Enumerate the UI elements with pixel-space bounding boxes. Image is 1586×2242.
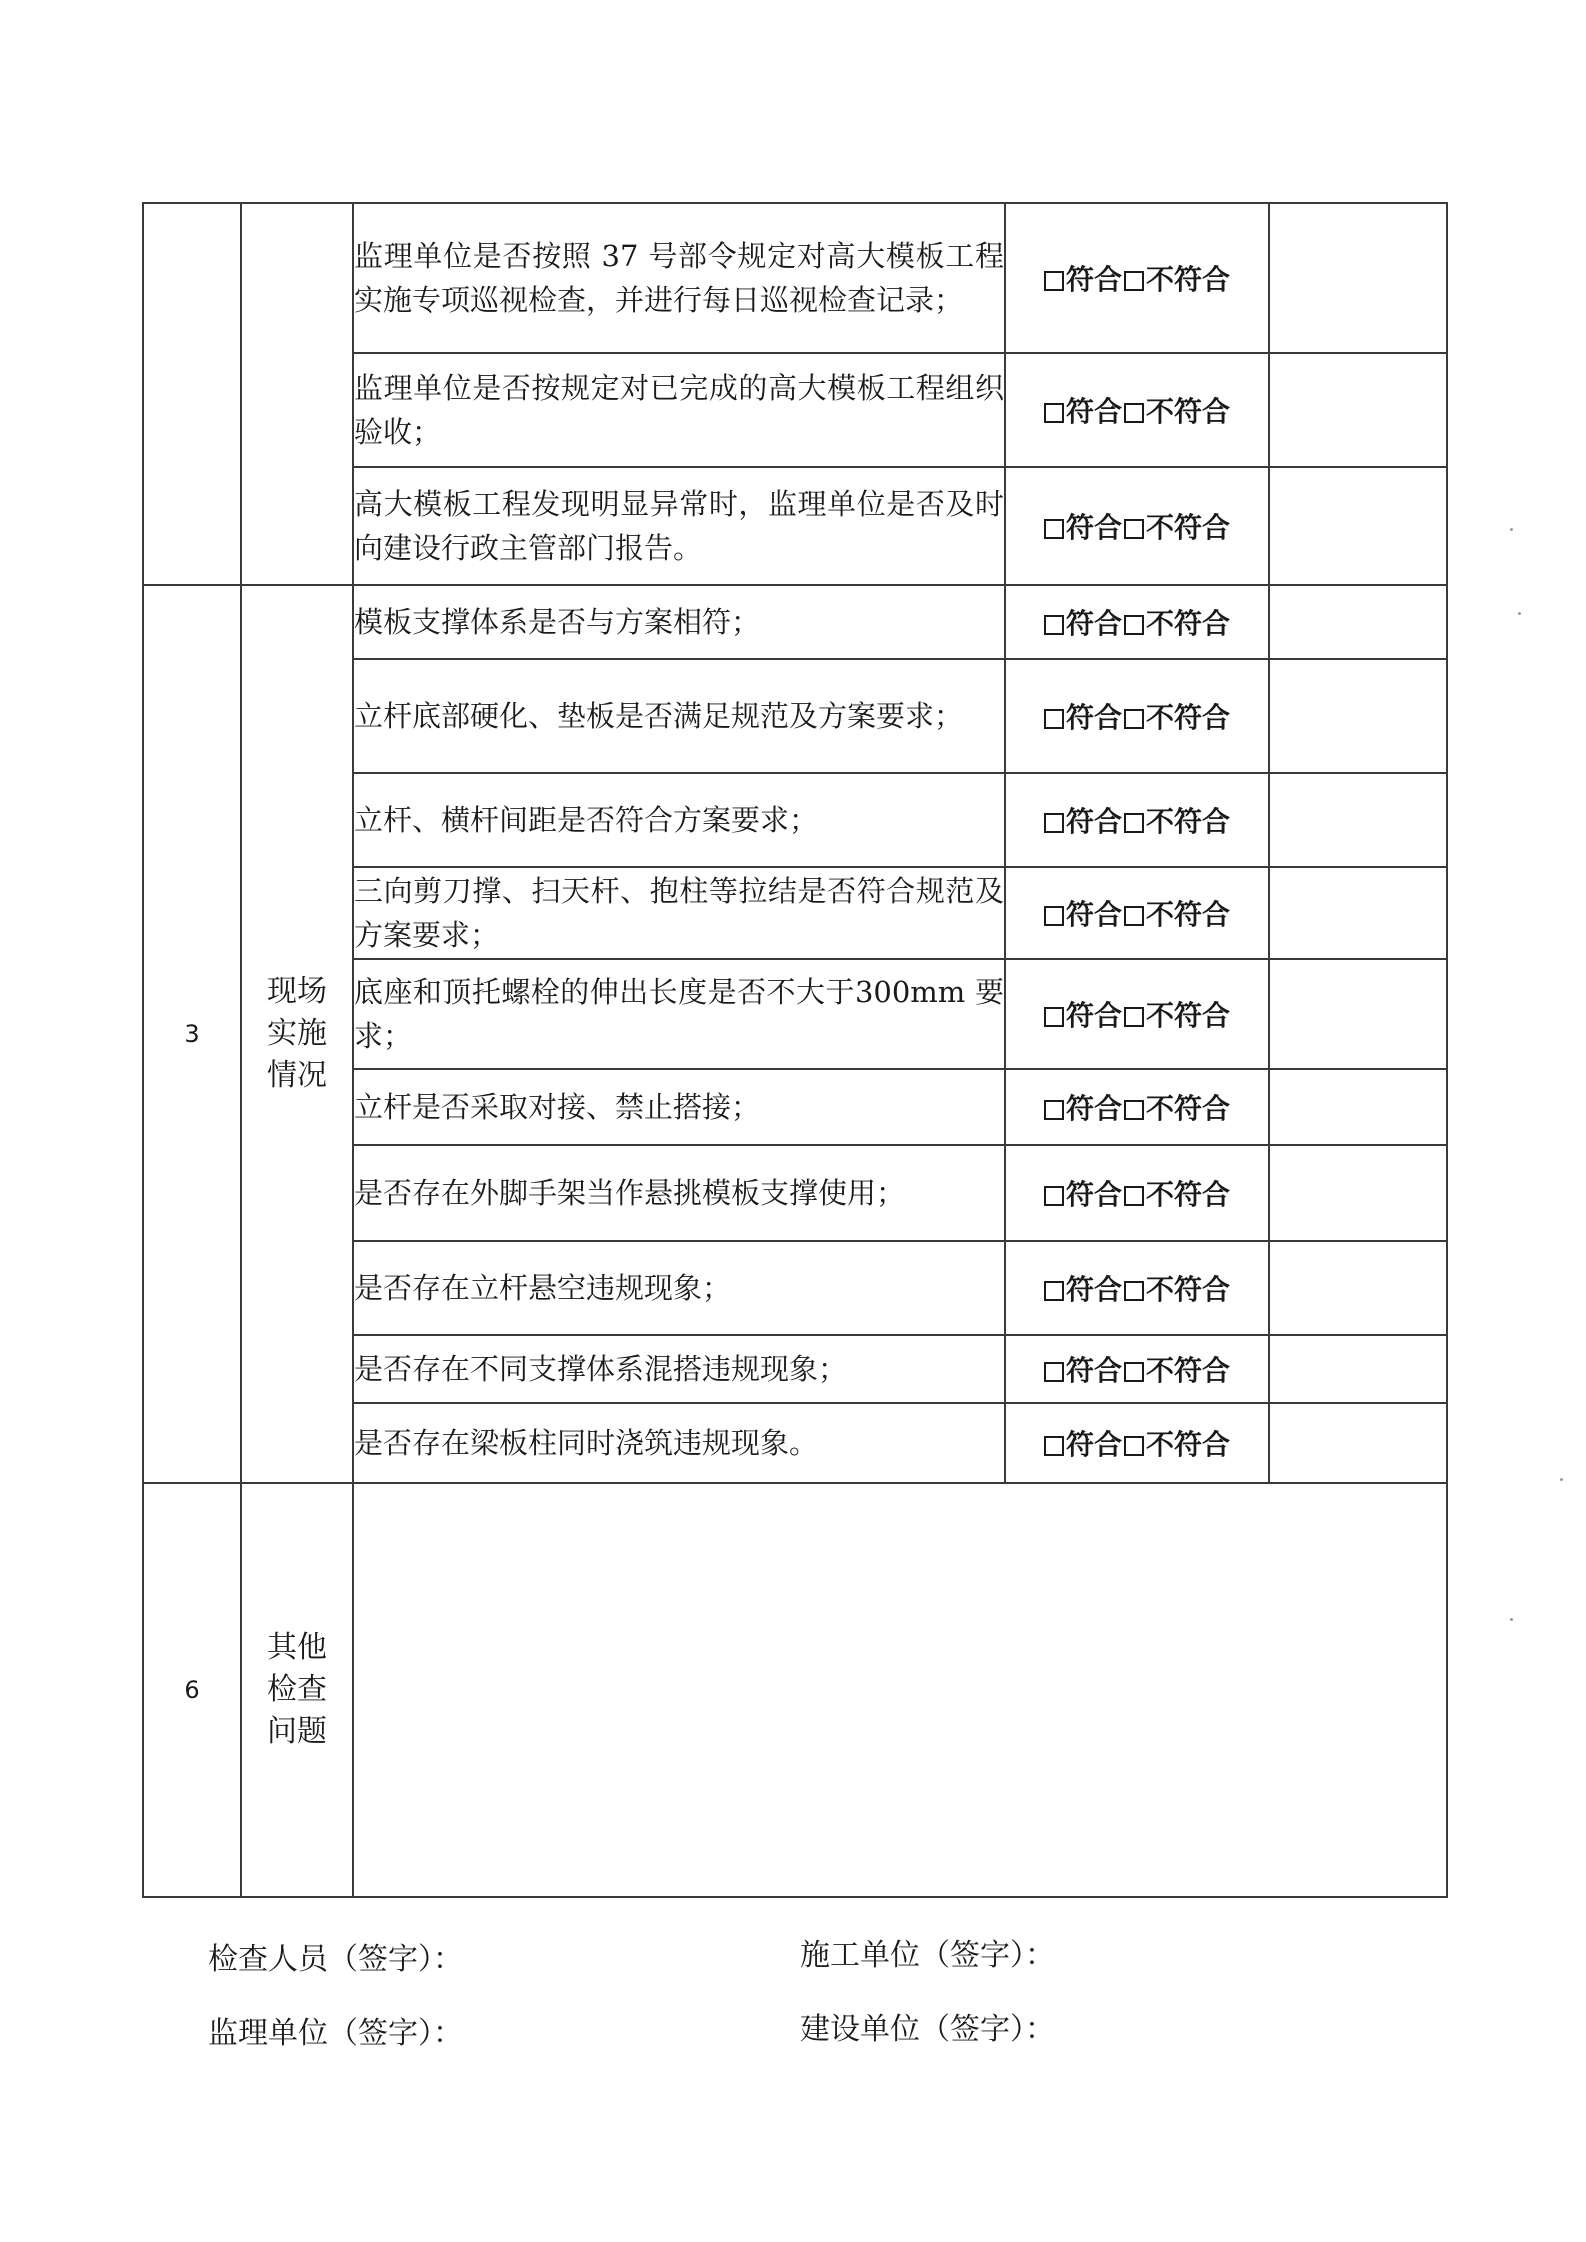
checkbox-nonconform[interactable] — [1124, 709, 1144, 729]
result-cell — [1005, 659, 1269, 773]
remark-cell[interactable] — [1269, 353, 1447, 467]
checkbox-nonconform[interactable] — [1124, 813, 1144, 833]
option-nonconform-label: 不符合 — [1146, 898, 1231, 931]
check-item: 是否存在不同支撑体系混搭违规现象； — [353, 1335, 1005, 1403]
supervision-unit-signature-label: 监理单位（签字）： — [208, 2016, 463, 2051]
checkbox-conform[interactable] — [1044, 615, 1064, 635]
check-item: 模板支撑体系是否与方案相符； — [353, 585, 1005, 659]
section-category: 其他检查问题 — [241, 1483, 353, 1897]
checkbox-conform[interactable] — [1044, 1281, 1064, 1301]
remark-cell[interactable] — [1269, 1403, 1447, 1483]
row-number-cell — [143, 203, 241, 585]
option-nonconform-label: 不符合 — [1146, 1092, 1231, 1125]
option-nonconform-label: 不符合 — [1146, 701, 1231, 734]
checkbox-nonconform[interactable] — [1124, 271, 1144, 291]
checkbox-nonconform[interactable] — [1124, 1100, 1144, 1120]
result-cell — [1005, 1403, 1269, 1483]
option-nonconform-label: 不符合 — [1146, 263, 1231, 296]
option-conform-label: 符合 — [1065, 511, 1122, 544]
option-nonconform-label: 不符合 — [1146, 999, 1231, 1032]
result-cell — [1005, 773, 1269, 867]
remark-cell[interactable] — [1269, 773, 1447, 867]
remark-cell[interactable] — [1269, 1145, 1447, 1241]
owner-unit-signature-label: 建设单位（签字）： — [800, 2012, 1055, 2047]
result-cell — [1005, 1335, 1269, 1403]
option-conform-label: 符合 — [1065, 1354, 1122, 1387]
option-conform-label: 符合 — [1065, 805, 1122, 838]
option-conform-label: 符合 — [1065, 607, 1122, 640]
remark-cell[interactable] — [1269, 203, 1447, 353]
result-cell — [1005, 959, 1269, 1069]
checkbox-nonconform[interactable] — [1124, 1362, 1144, 1382]
checkbox-conform[interactable] — [1044, 1362, 1064, 1382]
result-cell — [1005, 867, 1269, 959]
option-nonconform-label: 不符合 — [1146, 805, 1231, 838]
option-conform-label: 符合 — [1065, 395, 1122, 428]
check-item: 立杆、横杆间距是否符合方案要求； — [353, 773, 1005, 867]
section-number: 6 — [143, 1483, 241, 1897]
option-nonconform-label: 不符合 — [1146, 1273, 1231, 1306]
scan-speck — [1518, 612, 1521, 615]
check-item: 是否存在外脚手架当作悬挑模板支撑使用； — [353, 1145, 1005, 1241]
table-row — [143, 585, 1447, 659]
option-nonconform-label: 不符合 — [1146, 511, 1231, 544]
table-row — [143, 203, 1447, 353]
checkbox-conform[interactable] — [1044, 1007, 1064, 1027]
remark-cell[interactable] — [1269, 659, 1447, 773]
result-cell — [1005, 585, 1269, 659]
option-nonconform-label: 不符合 — [1146, 1428, 1231, 1461]
option-conform-label: 符合 — [1065, 999, 1122, 1032]
option-nonconform-label: 不符合 — [1146, 607, 1231, 640]
checkbox-nonconform[interactable] — [1124, 615, 1144, 635]
scan-speck — [1510, 528, 1513, 531]
category-cell — [241, 203, 353, 585]
check-item: 立杆底部硬化、垫板是否满足规范及方案要求； — [353, 659, 1005, 773]
check-item: 底座和顶托螺栓的伸出长度是否不大于300mm 要求； — [353, 959, 1005, 1069]
checkbox-conform[interactable] — [1044, 1186, 1064, 1206]
option-conform-label: 符合 — [1065, 263, 1122, 296]
table-row — [143, 1483, 1447, 1897]
remark-cell[interactable] — [1269, 959, 1447, 1069]
checkbox-conform[interactable] — [1044, 519, 1064, 539]
checkbox-nonconform[interactable] — [1124, 403, 1144, 423]
result-cell — [1005, 203, 1269, 353]
checkbox-conform[interactable] — [1044, 403, 1064, 423]
checkbox-conform[interactable] — [1044, 271, 1064, 291]
option-conform-label: 符合 — [1065, 1428, 1122, 1461]
scan-speck — [1510, 1618, 1513, 1621]
checkbox-conform[interactable] — [1044, 813, 1064, 833]
section-category: 现场实施情况 — [241, 585, 353, 1483]
option-nonconform-label: 不符合 — [1146, 395, 1231, 428]
result-cell — [1005, 1069, 1269, 1145]
remark-cell[interactable] — [1269, 867, 1447, 959]
checkbox-nonconform[interactable] — [1124, 1436, 1144, 1456]
checkbox-nonconform[interactable] — [1124, 1186, 1144, 1206]
option-conform-label: 符合 — [1065, 1273, 1122, 1306]
other-issues-field[interactable] — [353, 1483, 1447, 1897]
checkbox-nonconform[interactable] — [1124, 1007, 1144, 1027]
section-number: 3 — [143, 585, 241, 1483]
check-item: 立杆是否采取对接、禁止搭接； — [353, 1069, 1005, 1145]
checkbox-conform[interactable] — [1044, 709, 1064, 729]
option-nonconform-label: 不符合 — [1146, 1178, 1231, 1211]
result-cell — [1005, 1241, 1269, 1335]
option-conform-label: 符合 — [1065, 1092, 1122, 1125]
checkbox-conform[interactable] — [1044, 1436, 1064, 1456]
remark-cell[interactable] — [1269, 585, 1447, 659]
check-item: 三向剪刀撑、扫天杆、抱柱等拉结是否符合规范及方案要求； — [353, 867, 1005, 959]
option-conform-label: 符合 — [1065, 701, 1122, 734]
result-cell — [1005, 353, 1269, 467]
option-conform-label: 符合 — [1065, 898, 1122, 931]
checkbox-nonconform[interactable] — [1124, 1281, 1144, 1301]
checkbox-nonconform[interactable] — [1124, 906, 1144, 926]
option-nonconform-label: 不符合 — [1146, 1354, 1231, 1387]
check-item: 是否存在梁板柱同时浇筑违规现象。 — [353, 1403, 1005, 1483]
remark-cell[interactable] — [1269, 1069, 1447, 1145]
remark-cell[interactable] — [1269, 1335, 1447, 1403]
scan-speck — [1560, 1478, 1563, 1481]
remark-cell[interactable] — [1269, 1241, 1447, 1335]
check-item: 是否存在立杆悬空违规现象； — [353, 1241, 1005, 1335]
inspector-signature-label: 检查人员（签字）： — [208, 1942, 463, 1977]
checkbox-conform[interactable] — [1044, 906, 1064, 926]
checkbox-conform[interactable] — [1044, 1100, 1064, 1120]
construction-unit-signature-label: 施工单位（签字）： — [800, 1938, 1055, 1973]
remark-cell[interactable] — [1269, 467, 1447, 585]
inspection-table — [142, 202, 1448, 1898]
checkbox-nonconform[interactable] — [1124, 519, 1144, 539]
check-item: 监理单位是否按照 37 号部令规定对高大模板工程实施专项巡视检查，并进行每日巡视检查记录； — [353, 203, 1005, 353]
result-cell — [1005, 1145, 1269, 1241]
result-cell — [1005, 467, 1269, 585]
check-item: 高大模板工程发现明显异常时，监理单位是否及时向建设行政主管部门报告。 — [353, 467, 1005, 585]
check-item: 监理单位是否按规定对已完成的高大模板工程组织验收； — [353, 353, 1005, 467]
option-conform-label: 符合 — [1065, 1178, 1122, 1211]
